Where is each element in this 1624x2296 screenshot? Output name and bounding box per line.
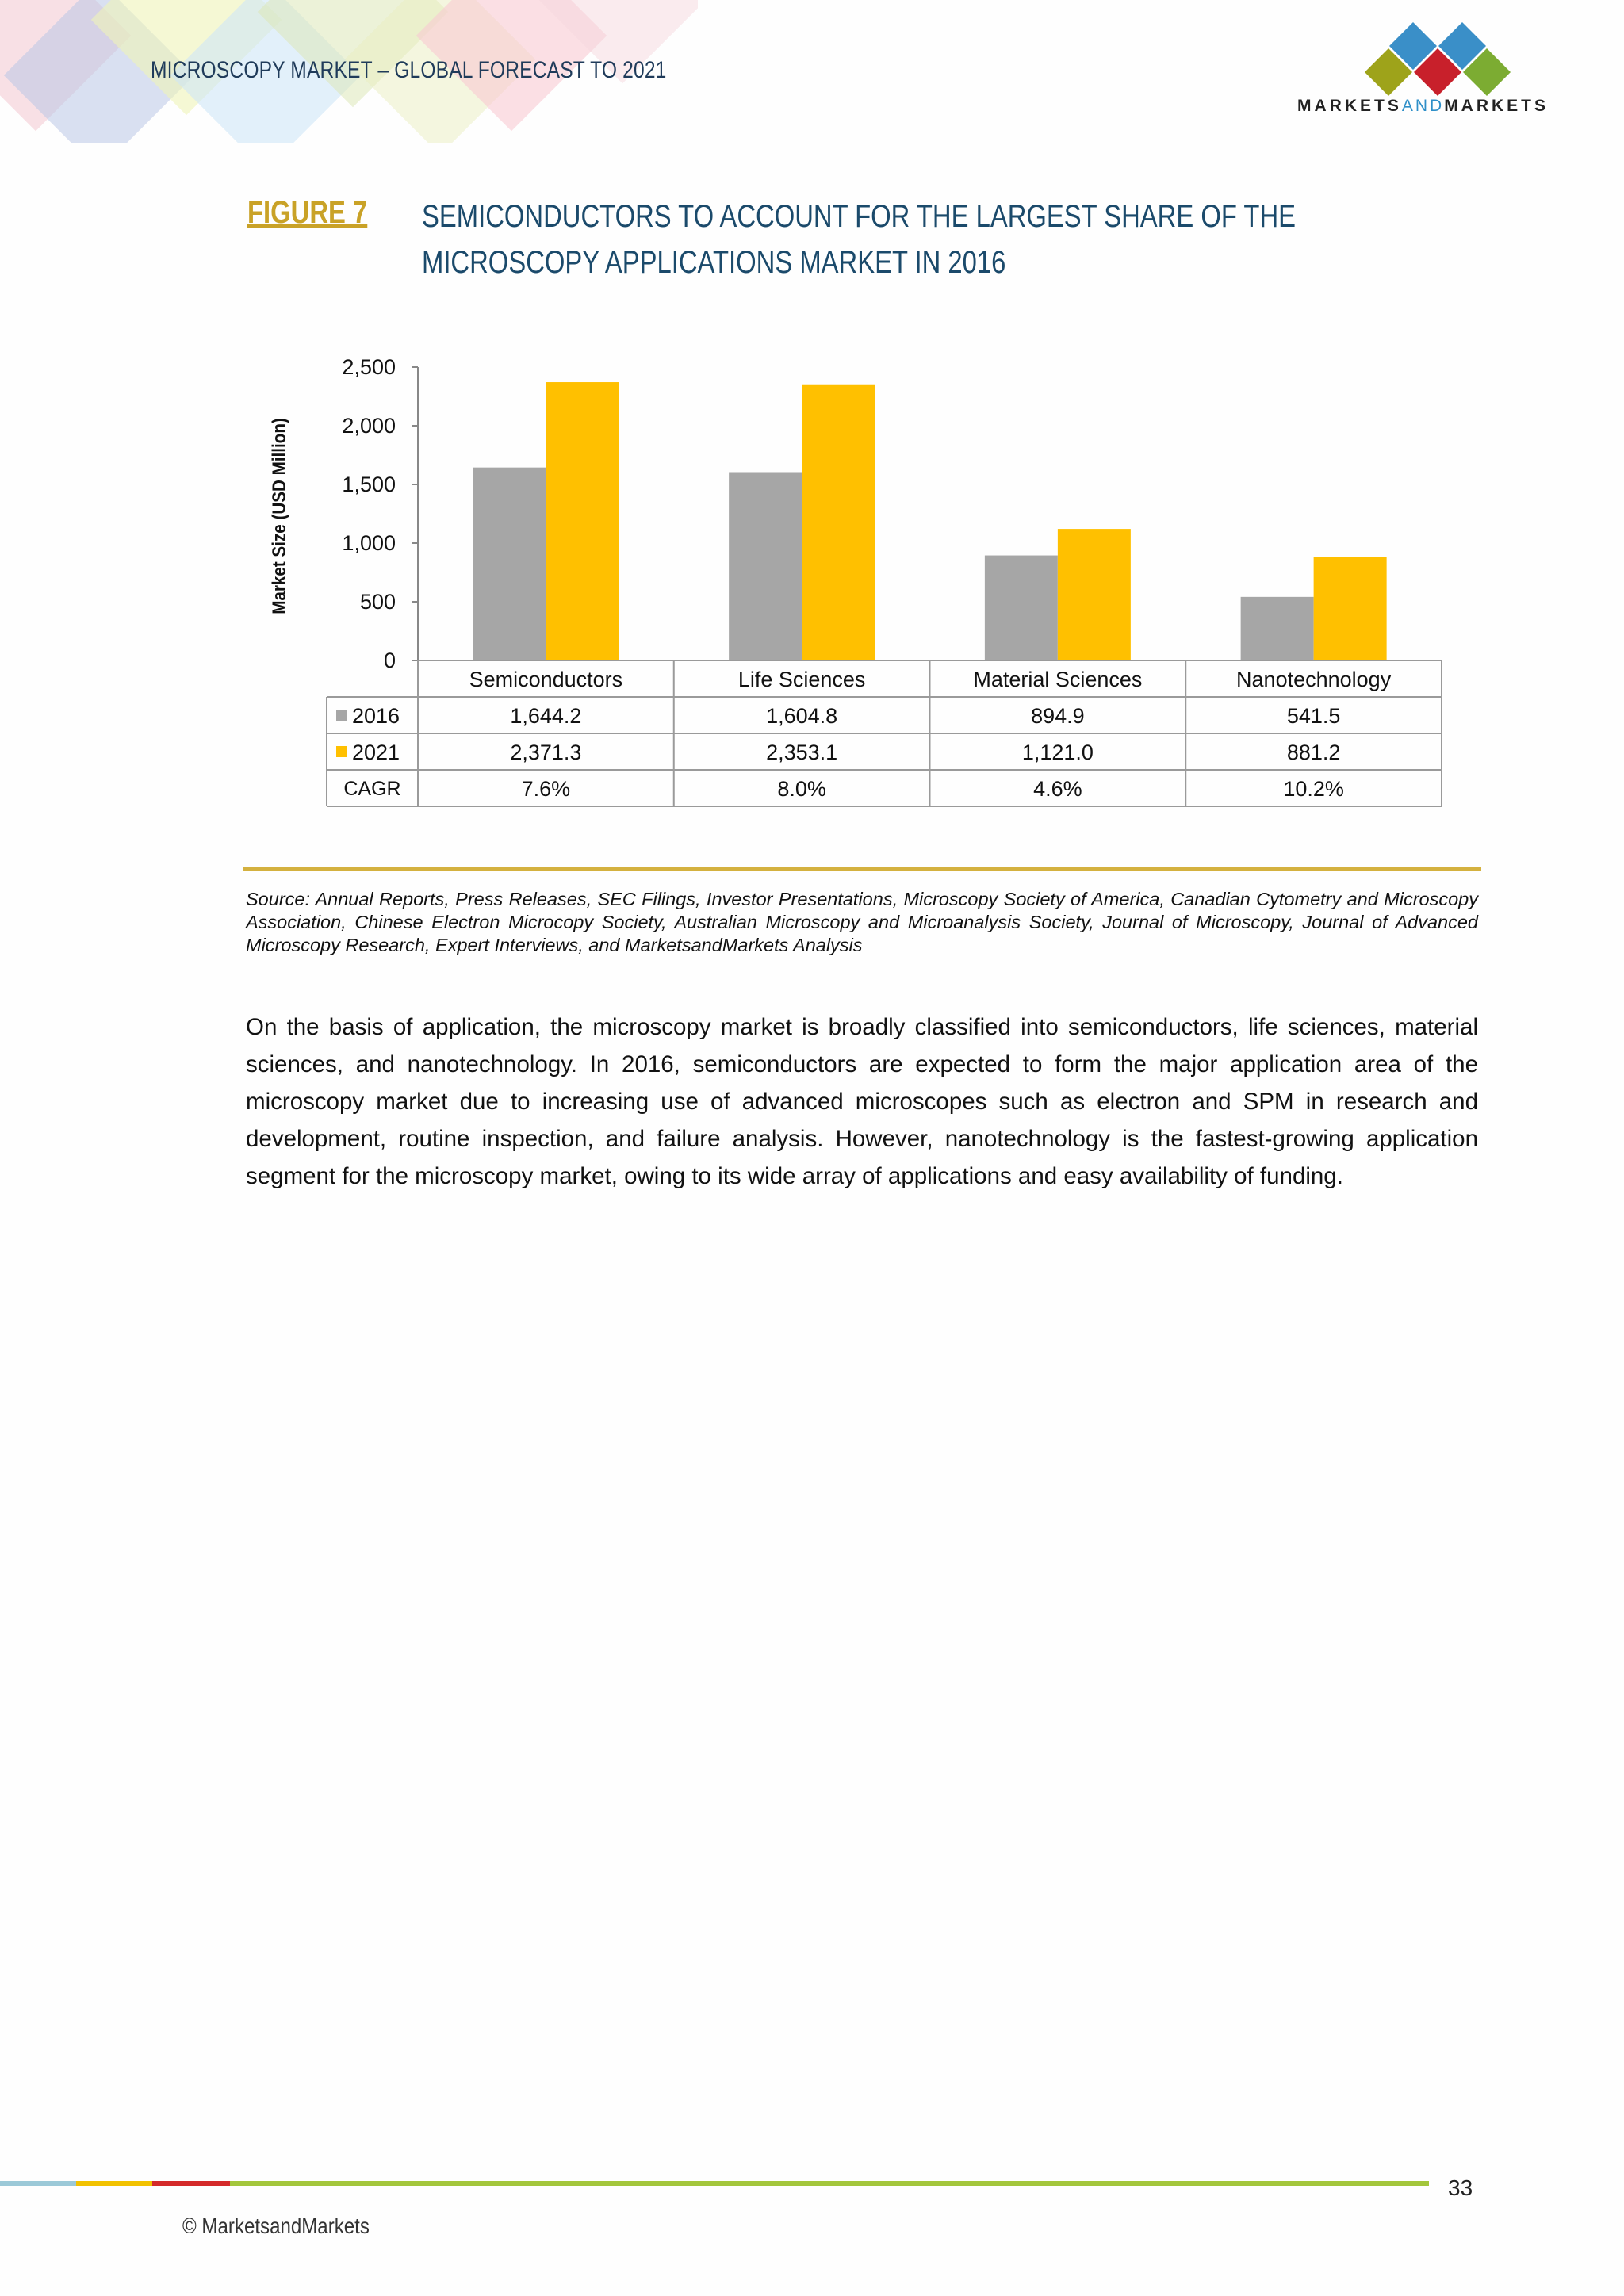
bar-2021-semiconductors [546,382,619,660]
y-axis-title: Market Size (USD Million) [268,418,290,614]
bar-2021-life-sciences [802,385,875,660]
y-tick-label: 1,500 [342,473,396,496]
bar-2021-material-sciences [1058,529,1131,660]
data-label: 2,371.3 [510,740,582,764]
cagr-value: 4.6% [1033,777,1082,801]
category-label: Nanotechnology [1236,668,1392,691]
y-tick-label: 2,500 [342,355,396,379]
logo-word-markets-1: MARKETS [1297,97,1402,115]
bar-2016-material-sciences [985,556,1058,660]
legend-label: 2021 [352,740,400,764]
category-label: Life Sciences [737,668,866,691]
footer-bar-green [230,2181,1429,2186]
footer-bar-red [152,2181,230,2186]
figure-label: FIGURE 7 [247,195,368,230]
data-label: 1,121.0 [1021,740,1094,764]
bar-2016-life-sciences [729,472,802,660]
bar-2021-nanotechnology [1314,557,1387,660]
footer-bar-blue [0,2181,76,2186]
legend-swatch-2021 [336,746,347,757]
report-header-title: MICROSCOPY MARKET – GLOBAL FORECAST TO 2021 [151,57,667,83]
footer-bar-yellow [76,2181,152,2186]
cagr-value: 7.6% [521,777,571,801]
bar-2016-semiconductors [473,468,546,660]
legend-label: 2016 [352,704,400,728]
cagr-value: 8.0% [777,777,826,801]
logo-word-markets-2: MARKETS [1444,97,1549,115]
data-label: 881.2 [1286,740,1341,764]
category-label: Semiconductors [469,668,623,691]
data-label: 1,604.8 [766,704,838,728]
cagr-row-label: CAGR [343,778,401,800]
y-tick-label: 1,000 [342,531,396,555]
data-label: 1,644.2 [510,704,582,728]
data-label: 894.9 [1031,704,1085,728]
body-paragraph: On the basis of application, the microscopy market is broadly classified into semiconductors, life sciences, material sciences, and nanotechnology. In 2016, semiconductors are expected to form the major application area of the microscopy market due to increasing use of advanced microscopes such as electron and SPM in research and development, routine inspection, and failure analysis. However, nanotechnology is the fastest-growing application segment for the microscopy market, owing to its wide array of applications and easy availability of funding. [246,1014,1478,1189]
y-tick-label: 500 [359,590,396,614]
cagr-value: 10.2% [1283,777,1344,801]
y-tick-label: 2,000 [342,414,396,438]
legend-swatch-2016 [336,710,347,721]
category-label: Material Sciences [973,668,1143,691]
figure-title: SEMICONDUCTORS TO ACCOUNT FOR THE LARGEST SHARE OF THE MICROSCOPY APPLICATIONS MARKET IN 2016 [422,199,1297,280]
page-number: 33 [1448,2175,1473,2200]
figure-divider [243,867,1481,871]
y-tick-label: 0 [383,649,396,672]
copyright: © MarketsandMarkets [182,2214,370,2238]
data-label: 2,353.1 [766,740,838,764]
figure-source: Source: Annual Reports, Press Releases, SEC Filings, Investor Presentations, Microscopy Society of America, Canadian Cytometry and Microscopy Association, Chinese Electron Microcopy Society, Australian Microscopy and Microanalysis Society, Journal of Microscopy, Journal of Advanced Microscopy Research, Expert Interviews, and MarketsandMarkets Analysis [246,889,1478,955]
data-label: 541.5 [1286,704,1341,728]
bar-2016-nanotechnology [1241,597,1314,660]
logo-word-and: AND [1401,97,1445,115]
bar-chart-with-data-table [0,0,1624,840]
